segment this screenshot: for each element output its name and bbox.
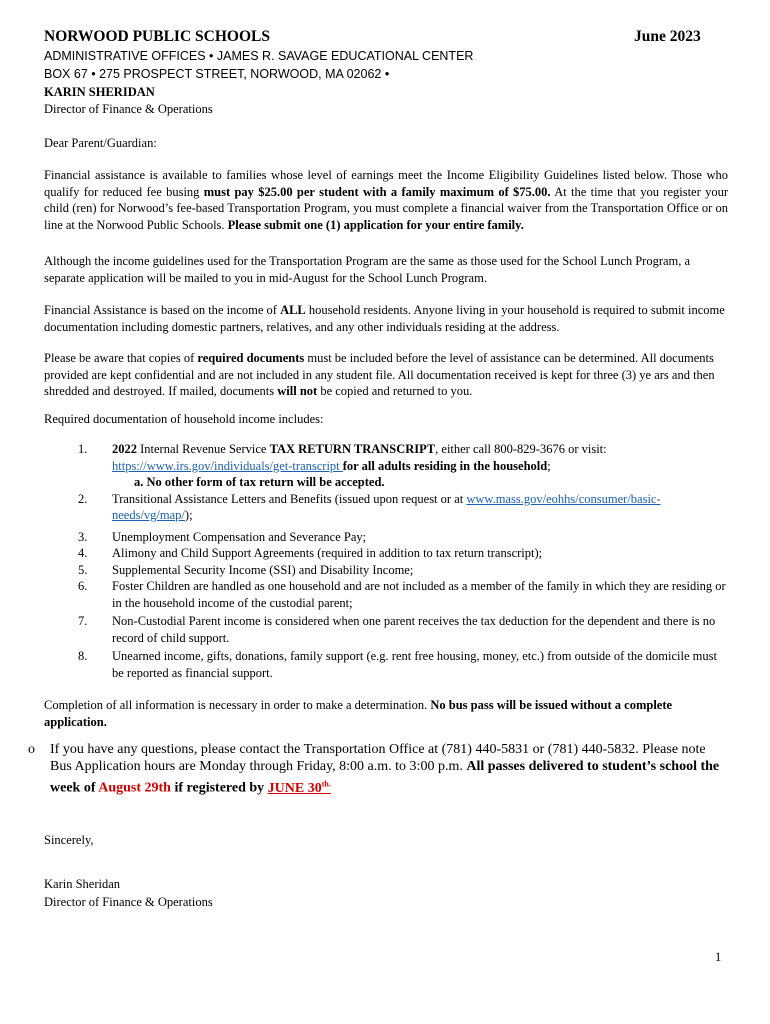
organization-name: NORWOOD PUBLIC SCHOOLS (44, 28, 270, 45)
paragraph-household-income: Financial Assistance is based on the income of ALL household residents. Anyone living in your household is required to submit income documentation including domestic partners, relatives, and any other individuals residing at the address. (44, 303, 725, 334)
address-line-2: BOX 67 • 275 PROSPECT STREET, NORWOOD, MA 02062 • (44, 67, 390, 81)
list-item: 5. Supplemental Security Income (SSI) and Disability Income; (78, 562, 414, 577)
completion-note: Completion of all information is necessary in order to make a determination. No bus pass will be issued without a complete application. (44, 698, 673, 729)
irs-transcript-link[interactable]: https://www.irs.gov/individuals/get-transcript (112, 458, 343, 473)
signatory-name: KARIN SHERIDAN (44, 85, 155, 99)
list-item: 6. Foster Children are handled as one household and are not included as a member of the family in which they are residing or in the household income of the custodial parent; (78, 579, 726, 610)
list-item: 1. 2022 Internal Revenue Service TAX RETURN TRANSCRIPT, either call 800-829-3676 or visit: https://www.irs.gov/individuals/get-transcript for all adults residing in the household; (78, 442, 607, 473)
address-line-1: ADMINISTRATIVE OFFICES • JAMES R. SAVAGE EDUCATIONAL CENTER (44, 49, 474, 63)
signature-title: Director of Finance & Operations (44, 895, 213, 909)
paragraph-eligibility: Financial assistance is available to families whose level of earnings meet the Income Eligibility Guidelines listed below. Those who qualify for reduced fee busing must pay $25.00 per student with a family maximum of $75.00. At the time that you register your child (ren) for Norwood’s fee-based Transportation Program, you must complete a financial waiver from the Transportation Office or on line at the Norwood Public Schools. Please submit one (1) application for your entire family. (44, 168, 728, 232)
list-item: 4. Alimony and Child Support Agreements (required in addition to tax return transcript); (78, 546, 543, 560)
paragraph-lunch-program: Although the income guidelines used for the Transportation Program are the same as those used for the School Lunch Program, a separate application will be mailed to you in mid-August for the School Lunch Program. (44, 254, 691, 285)
bullet-marker: o (28, 742, 35, 757)
signature-name: Karin Sheridan (44, 877, 121, 891)
contact-paragraph: If you have any questions, please contact the Transportation Office at (781) 440-5831 or (781) 440-5832. Please note Bus Application hours are Monday through Friday, 8:00 a.m. to 3:00 p.m. All passes delivered to student’s school the week of August 29th if registered by JUNE $30^{th.}$ (50, 742, 720, 796)
signatory-title: Director of Finance & Operations (44, 102, 213, 116)
pickup-date: August 29th (98, 780, 171, 796)
salutation: Dear Parent/Guardian: (44, 136, 157, 150)
paragraph-required-documents: Please be aware that copies of required documents must be included before the level of assistance can be determined. All documents provided are kept confidential and are not included in any student file. All documentation received is kept for three (3) ye ars and then shredded and destroyed. If mailed, documents will not be copied and returned to you. (44, 351, 715, 398)
mass-gov-link[interactable]: www.mass.gov/eohhs/consumer/basic-needs/vg/map/ (112, 491, 661, 522)
list-item: 7. Non-Custodial Parent income is considered when one parent receives the tax deduction for the dependent and there is no record of child support. (78, 614, 716, 645)
list-item: 2. Transitional Assistance Letters and Benefits (issued upon request or at www.mass.gov/eohhs/consumer/basic-needs/vg/map/); (78, 491, 661, 522)
list-item: 8. Unearned income, gifts, donations, family support (e.g. rent free housing, money, etc.) from outside of the domicile must be reported as financial support. (78, 649, 717, 680)
registration-deadline: JUNE $30^{th.}$ (267, 779, 331, 796)
list-item: 3. Unemployment Compensation and Severance Pay; (78, 529, 367, 544)
closing: Sincerely, (44, 833, 94, 847)
documentation-list (44, 441, 728, 681)
list-subnote: a. No other form of tax return will be accepted. (134, 475, 385, 489)
page-number: 1 (715, 950, 722, 964)
list-intro: Required documentation of household income includes: (44, 412, 324, 426)
letter-date: June 2023 (634, 28, 701, 45)
